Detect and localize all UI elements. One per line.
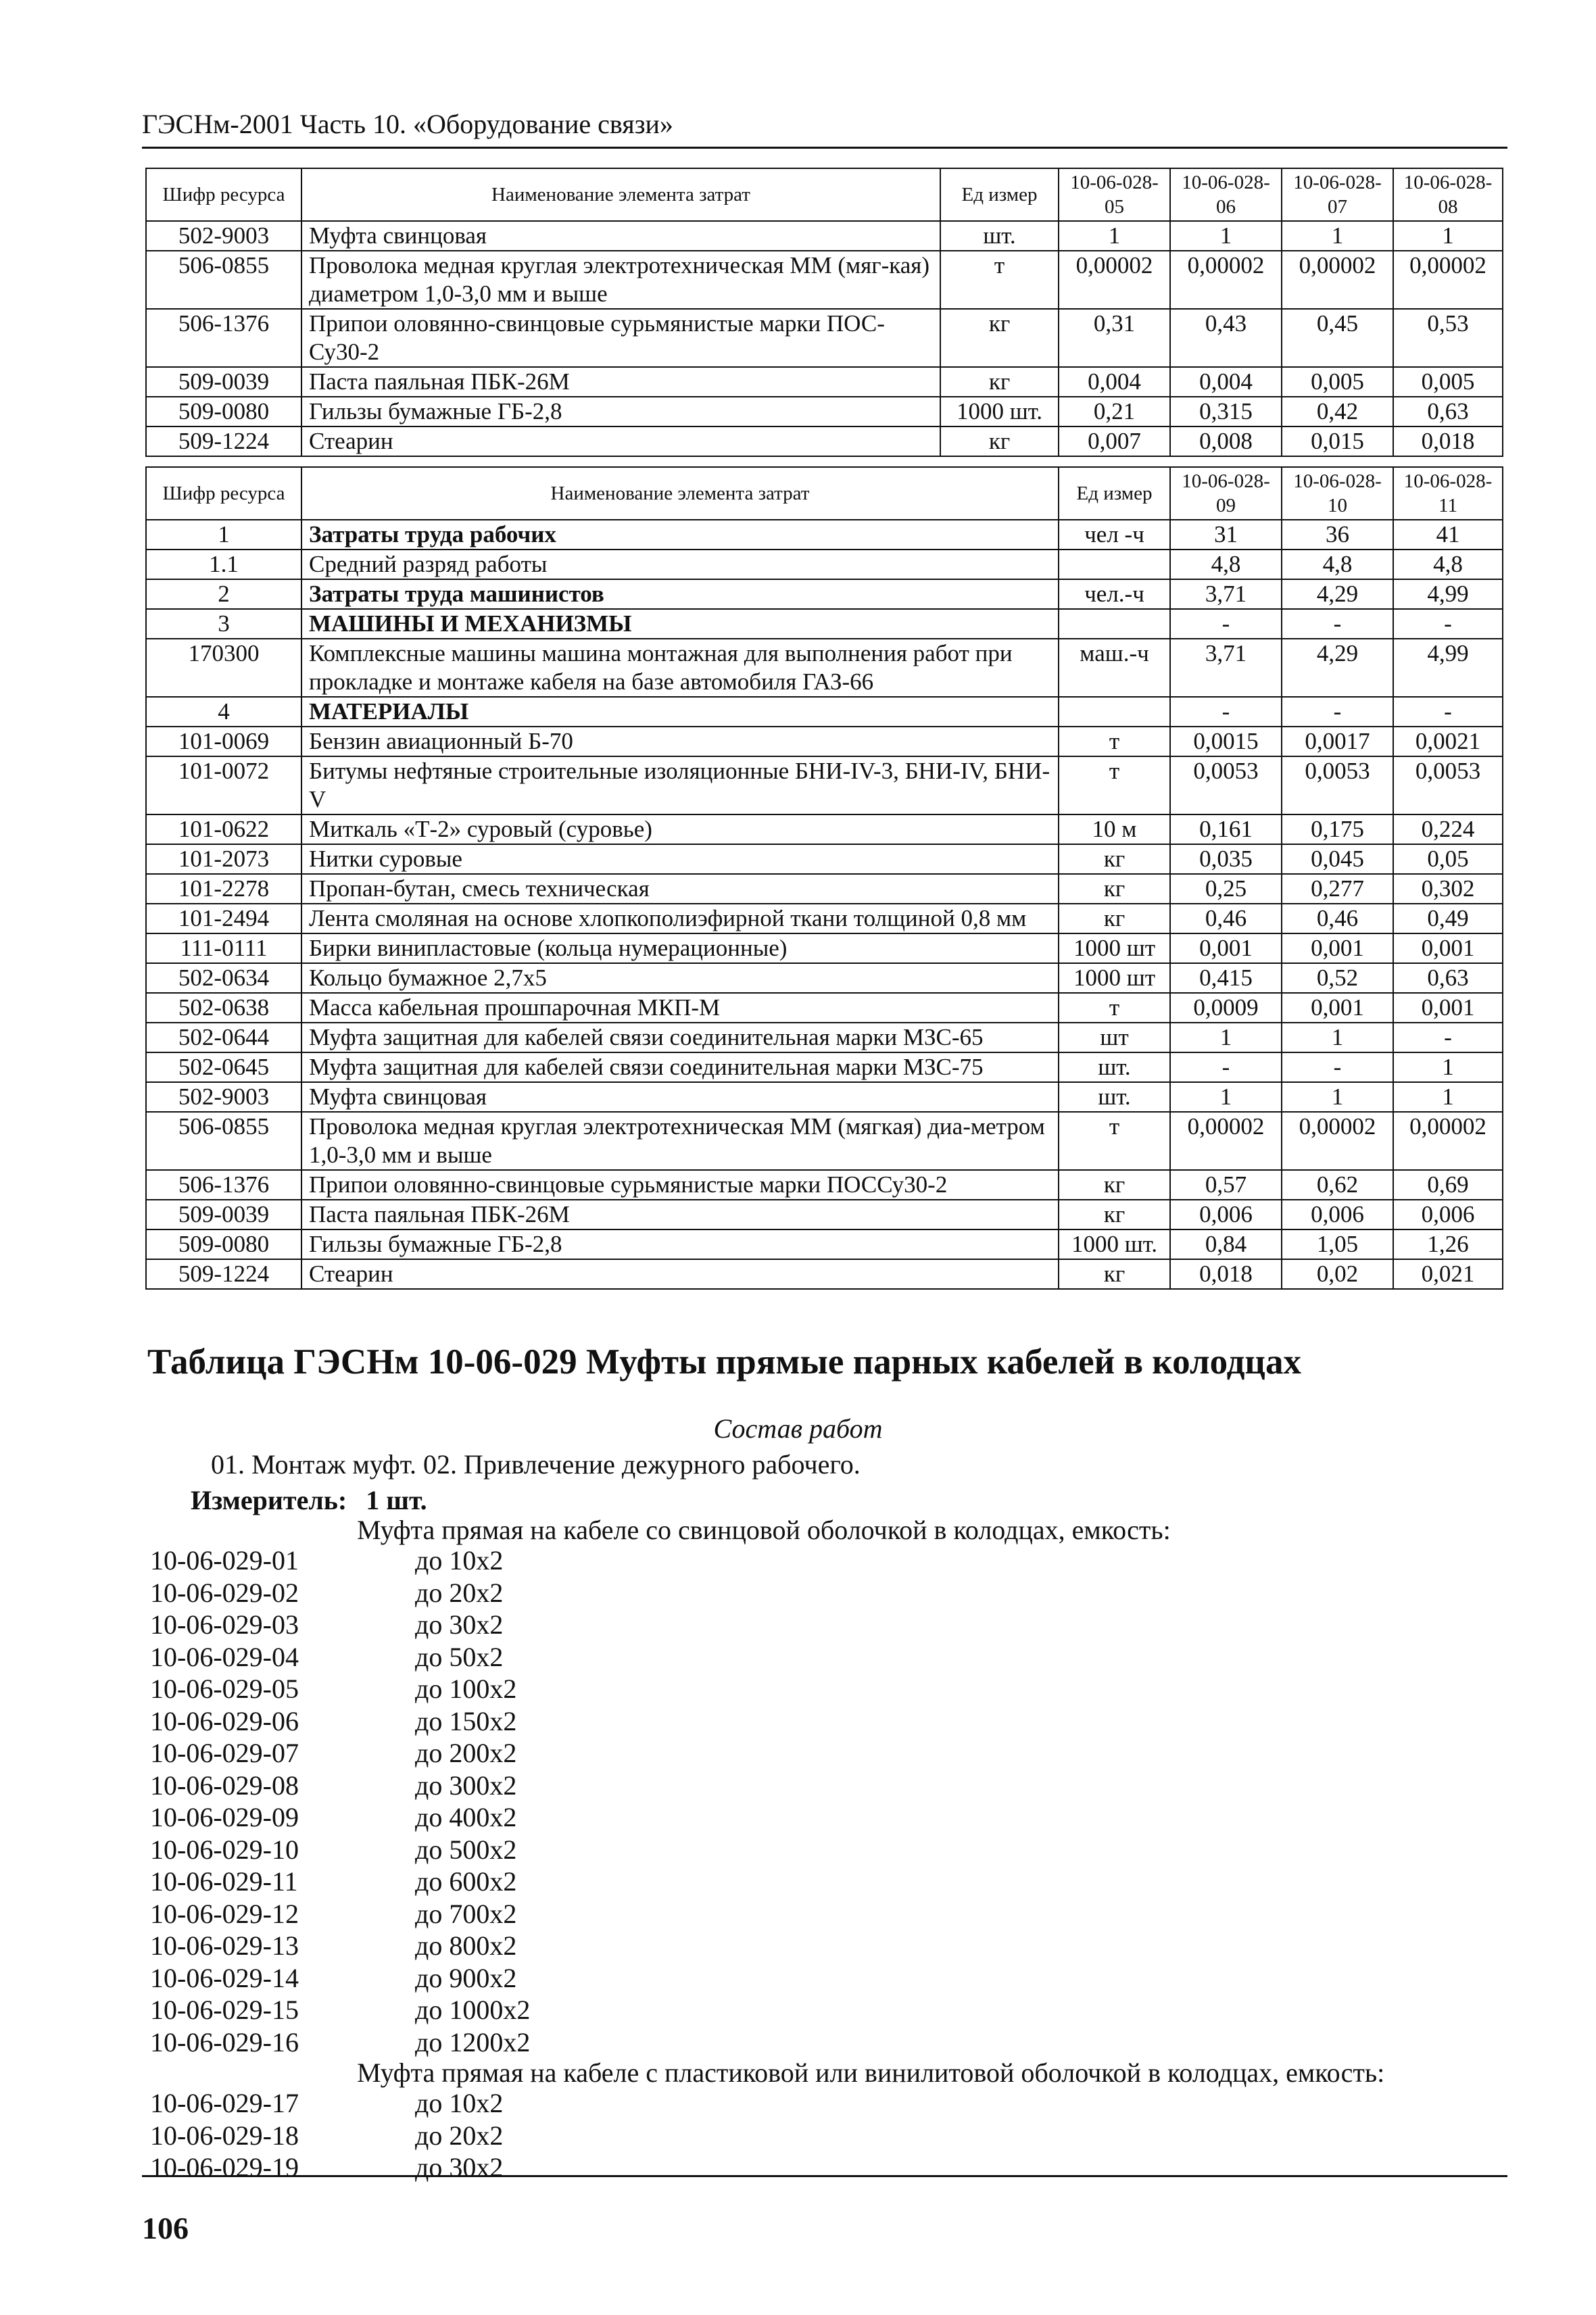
value-2-cell: 1,05 — [1282, 1229, 1393, 1259]
resource-code-cell: 101-2494 — [146, 904, 301, 933]
value-3-cell: 1 — [1393, 1052, 1503, 1082]
norm-code: 10-06-029-15 — [150, 1995, 299, 2025]
value-3-cell: 0,69 — [1393, 1170, 1503, 1200]
value-2-cell: 0,43 — [1170, 309, 1282, 367]
value-3-cell: - — [1393, 1023, 1503, 1052]
table-row — [146, 993, 1503, 1023]
value-2-cell: 0,001 — [1282, 993, 1393, 1023]
value-1-cell: 0,31 — [1059, 309, 1170, 367]
col-header-code: Шифр ресурса — [146, 467, 301, 520]
norm-capacity: до 600х2 — [415, 1866, 517, 1897]
value-2-cell: - — [1282, 1052, 1393, 1082]
value-4-cell: 0,00002 — [1393, 251, 1503, 309]
list-item — [150, 1737, 530, 1770]
resource-name-cell: Пропан-бутан, смесь техническая — [301, 874, 1059, 904]
col-header-unit: Ед измер — [1059, 467, 1170, 520]
composition-text: 01. Монтаж муфт. 02. Привлечение дежурного рабочего. — [211, 1449, 861, 1480]
resource-code-cell: 101-2073 — [146, 844, 301, 874]
value-4-cell: 1 — [1393, 221, 1503, 251]
group1-list — [150, 1544, 530, 2058]
resource-name-cell: Масса кабельная прошпарочная МКП-М — [301, 993, 1059, 1023]
list-item — [150, 1930, 530, 1962]
resource-code-cell: 111-0111 — [146, 933, 301, 963]
value-1-cell: - — [1170, 1052, 1282, 1082]
unit-cell — [1059, 550, 1170, 579]
group2-list — [150, 2087, 503, 2184]
norm-capacity: до 20х2 — [415, 2120, 504, 2151]
resource-name-cell: МАШИНЫ И МЕХАНИЗМЫ — [301, 609, 1059, 639]
unit-cell: 1000 шт. — [1059, 1229, 1170, 1259]
list-item — [150, 2151, 503, 2184]
resource-code-cell: 101-2278 — [146, 874, 301, 904]
unit-cell: кг — [1059, 1259, 1170, 1289]
resource-code-cell: 1 — [146, 520, 301, 550]
table-row — [146, 756, 1503, 814]
table-row — [146, 550, 1503, 579]
norm-code: 10-06-029-12 — [150, 1898, 299, 1929]
norm-capacity: до 1200х2 — [415, 2026, 531, 2057]
list-item — [150, 1962, 530, 1995]
col-header-028-06: 10-06-028-06 — [1170, 168, 1282, 221]
resource-code-cell: 506-1376 — [146, 309, 301, 367]
resource-code-cell: 502-0638 — [146, 993, 301, 1023]
unit-cell: маш.-ч — [1059, 639, 1170, 697]
value-2-cell: 0,62 — [1282, 1170, 1393, 1200]
resource-code-cell: 101-0069 — [146, 727, 301, 756]
resource-name-cell: Муфта защитная для кабелей связи соединительная марки МЗС-75 — [301, 1052, 1059, 1082]
table-row — [146, 904, 1503, 933]
resource-code-cell: 4 — [146, 697, 301, 727]
norm-capacity: до 800х2 — [415, 1930, 517, 1961]
value-1-cell: 0,035 — [1170, 844, 1282, 874]
table-row — [146, 579, 1503, 609]
norm-capacity: до 30х2 — [415, 2152, 504, 2183]
col-header-code: Шифр ресурса — [146, 168, 301, 221]
resource-code-cell: 506-0855 — [146, 1112, 301, 1170]
resource-code-cell: 2 — [146, 579, 301, 609]
norm-capacity: до 10х2 — [415, 2088, 504, 2118]
norm-capacity: до 700х2 — [415, 1898, 517, 1929]
col-header-name: Наименование элемента затрат — [301, 168, 940, 221]
resource-name-cell: Кольцо бумажное 2,7х5 — [301, 963, 1059, 993]
unit-cell: кг — [1059, 874, 1170, 904]
table-row — [146, 251, 1503, 309]
norm-code: 10-06-029-07 — [150, 1738, 299, 1768]
list-item — [150, 1673, 530, 1705]
resource-code-cell: 509-0039 — [146, 367, 301, 397]
value-3-cell: 0,05 — [1393, 844, 1503, 874]
value-3-cell: 0,00002 — [1393, 1112, 1503, 1170]
unit-cell: кг — [940, 309, 1059, 367]
resource-code-cell: 506-0855 — [146, 251, 301, 309]
table-row — [146, 427, 1503, 456]
value-1-cell: 0,001 — [1170, 933, 1282, 963]
value-3-cell: 0,006 — [1393, 1200, 1503, 1229]
unit-cell: кг — [940, 427, 1059, 456]
norm-code: 10-06-029-05 — [150, 1674, 299, 1704]
value-1-cell: 0,21 — [1059, 397, 1170, 427]
col-header-028-05: 10-06-028-05 — [1059, 168, 1170, 221]
resource-table-028-09-11 — [145, 466, 1503, 1290]
resource-code-cell: 170300 — [146, 639, 301, 697]
value-1-cell: 0,0009 — [1170, 993, 1282, 1023]
value-1-cell: 0,0015 — [1170, 727, 1282, 756]
value-2-cell: 0,0017 — [1282, 727, 1393, 756]
value-1-cell: 0,007 — [1059, 427, 1170, 456]
value-2-cell: - — [1282, 697, 1393, 727]
value-3-cell: 4,99 — [1393, 639, 1503, 697]
value-1-cell: 0,004 — [1059, 367, 1170, 397]
unit-cell: т — [1059, 993, 1170, 1023]
unit-cell: 1000 шт — [1059, 963, 1170, 993]
resource-name-cell: Гильзы бумажные ГБ-2,8 — [301, 1229, 1059, 1259]
value-2-cell: 0,004 — [1170, 367, 1282, 397]
value-1-cell: 0,57 — [1170, 1170, 1282, 1200]
resource-table-028-05-08 — [145, 168, 1503, 457]
value-2-cell: 4,29 — [1282, 579, 1393, 609]
value-2-cell: 0,00002 — [1282, 1112, 1393, 1170]
resource-code-cell: 502-0644 — [146, 1023, 301, 1052]
value-2-cell: 0,277 — [1282, 874, 1393, 904]
resource-name-cell: Муфта свинцовая — [301, 1082, 1059, 1112]
value-1-cell: 31 — [1170, 520, 1282, 550]
value-3-cell: 0,021 — [1393, 1259, 1503, 1289]
unit-cell: т — [1059, 727, 1170, 756]
value-2-cell: 1 — [1170, 221, 1282, 251]
unit-cell: чел.-ч — [1059, 579, 1170, 609]
resource-name-cell: Затраты труда машинистов — [301, 579, 1059, 609]
resource-name-cell: Затраты труда рабочих — [301, 520, 1059, 550]
resource-code-cell: 1.1 — [146, 550, 301, 579]
list-item — [150, 1834, 530, 1866]
resource-name-cell: Нитки суровые — [301, 844, 1059, 874]
resource-name-cell: Бензин авиационный Б-70 — [301, 727, 1059, 756]
value-4-cell: 0,005 — [1393, 367, 1503, 397]
table-row — [146, 609, 1503, 639]
resource-name-cell: Гильзы бумажные ГБ-2,8 — [301, 397, 940, 427]
resource-code-cell: 509-0080 — [146, 1229, 301, 1259]
resource-code-cell: 101-0072 — [146, 756, 301, 814]
value-1-cell: - — [1170, 609, 1282, 639]
resource-name-cell: Комплексные машины машина монтажная для выполнения работ при прокладке и монтаже кабеля на базе автомобиля ГАЗ-66 — [301, 639, 1059, 697]
norm-code: 10-06-029-19 — [150, 2152, 299, 2183]
value-3-cell: 0,00002 — [1282, 251, 1393, 309]
value-2-cell: - — [1282, 609, 1393, 639]
unit-cell: шт — [1059, 1023, 1170, 1052]
unit-cell: кг — [1059, 904, 1170, 933]
value-1-cell: - — [1170, 697, 1282, 727]
list-item — [150, 1866, 530, 1898]
table-row — [146, 367, 1503, 397]
norm-capacity: до 30х2 — [415, 1609, 504, 1640]
resource-code-cell: 502-9003 — [146, 1082, 301, 1112]
value-4-cell: 0,53 — [1393, 309, 1503, 367]
value-3-cell: 0,49 — [1393, 904, 1503, 933]
norm-code: 10-06-029-09 — [150, 1802, 299, 1832]
value-1-cell: 3,71 — [1170, 639, 1282, 697]
table-row — [146, 874, 1503, 904]
table-row — [146, 933, 1503, 963]
list-item — [150, 2087, 503, 2120]
table-row — [146, 697, 1503, 727]
norm-code: 10-06-029-02 — [150, 1577, 299, 1608]
table-row — [146, 1170, 1503, 1200]
unit-cell: 1000 шт. — [940, 397, 1059, 427]
norm-code: 10-06-029-08 — [150, 1770, 299, 1801]
value-2-cell: 0,045 — [1282, 844, 1393, 874]
list-item — [150, 1577, 530, 1609]
resource-code-cell: 3 — [146, 609, 301, 639]
value-1-cell: 0,006 — [1170, 1200, 1282, 1229]
resource-code-cell: 509-0039 — [146, 1200, 301, 1229]
list-item — [150, 1609, 530, 1641]
value-1-cell: 1 — [1059, 221, 1170, 251]
meter-line — [191, 1484, 427, 1516]
resource-name-cell: Муфта свинцовая — [301, 221, 940, 251]
unit-cell: т — [1059, 1112, 1170, 1170]
table-row — [146, 639, 1503, 697]
value-1-cell: 3,71 — [1170, 579, 1282, 609]
value-3-cell: 41 — [1393, 520, 1503, 550]
value-2-cell: 0,008 — [1170, 427, 1282, 456]
value-1-cell: 0,161 — [1170, 814, 1282, 844]
list-item — [150, 1801, 530, 1834]
unit-cell — [1059, 609, 1170, 639]
resource-name-cell: Проволока медная круглая электротехническая ММ (мяг-кая) диаметром 1,0-3,0 мм и выше — [301, 251, 940, 309]
value-3-cell: 4,99 — [1393, 579, 1503, 609]
table-row — [146, 1082, 1503, 1112]
table-row — [146, 1052, 1503, 1082]
meter-label: Измеритель: — [191, 1485, 347, 1515]
norm-code: 10-06-029-18 — [150, 2120, 299, 2151]
resource-name-cell: Лента смоляная на основе хлопкополиэфирной ткани толщиной 0,8 мм — [301, 904, 1059, 933]
resource-code-cell: 502-0634 — [146, 963, 301, 993]
value-3-cell: 0,0021 — [1393, 727, 1503, 756]
value-2-cell: 0,46 — [1282, 904, 1393, 933]
norm-capacity: до 150х2 — [415, 1705, 517, 1736]
unit-cell: 10 м — [1059, 814, 1170, 844]
col-header-028-08: 10-06-028-08 — [1393, 168, 1503, 221]
value-1-cell: 1 — [1170, 1082, 1282, 1112]
unit-cell: 1000 шт — [1059, 933, 1170, 963]
resource-name-cell: Припои оловянно-свинцовые сурьмянистые марки ПОС-Су30-2 — [301, 309, 940, 367]
resource-name-cell: Стеарин — [301, 1259, 1059, 1289]
unit-cell: кг — [1059, 1200, 1170, 1229]
norm-code: 10-06-029-03 — [150, 1609, 299, 1640]
value-3-cell: 0,42 — [1282, 397, 1393, 427]
value-1-cell: 0,46 — [1170, 904, 1282, 933]
col-header-028-10: 10-06-028-10 — [1282, 467, 1393, 520]
list-item — [150, 1641, 530, 1674]
resource-code-cell: 506-1376 — [146, 1170, 301, 1200]
resource-code-cell: 509-1224 — [146, 1259, 301, 1289]
value-3-cell: 0,015 — [1282, 427, 1393, 456]
unit-cell: т — [1059, 756, 1170, 814]
col-header-name: Наименование элемента затрат — [301, 467, 1059, 520]
resource-name-cell: Средний разряд работы — [301, 550, 1059, 579]
value-3-cell: 1,26 — [1393, 1229, 1503, 1259]
value-1-cell: 0,0053 — [1170, 756, 1282, 814]
value-2-cell: 0,006 — [1282, 1200, 1393, 1229]
group2-heading: Муфта прямая на кабеле с пластиковой или винилитовой оболочкой в колодцах, емкость: — [357, 2057, 1385, 2088]
value-3-cell: 0,005 — [1282, 367, 1393, 397]
value-2-cell: 4,29 — [1282, 639, 1393, 697]
table-row — [146, 1259, 1503, 1289]
unit-cell: кг — [940, 367, 1059, 397]
value-2-cell: 0,175 — [1282, 814, 1393, 844]
norm-capacity: до 300х2 — [415, 1770, 517, 1801]
value-2-cell: 0,315 — [1170, 397, 1282, 427]
value-1-cell: 0,00002 — [1059, 251, 1170, 309]
value-4-cell: 0,63 — [1393, 397, 1503, 427]
list-item — [150, 2026, 530, 2059]
value-3-cell: - — [1393, 609, 1503, 639]
norm-code: 10-06-029-11 — [150, 1866, 298, 1897]
norm-capacity: до 10х2 — [415, 1545, 504, 1576]
value-2-cell: 0,52 — [1282, 963, 1393, 993]
page-number: 106 — [142, 2211, 189, 2245]
list-item — [150, 1705, 530, 1738]
resource-code-cell: 509-1224 — [146, 427, 301, 456]
table-row — [146, 221, 1503, 251]
norm-capacity: до 200х2 — [415, 1738, 517, 1768]
unit-cell: кг — [1059, 844, 1170, 874]
value-3-cell: 4,8 — [1393, 550, 1503, 579]
value-1-cell: 0,25 — [1170, 874, 1282, 904]
unit-cell: кг — [1059, 1170, 1170, 1200]
norm-code: 10-06-029-10 — [150, 1834, 299, 1865]
unit-cell: шт. — [1059, 1082, 1170, 1112]
unit-cell: шт. — [1059, 1052, 1170, 1082]
value-3-cell: 1 — [1393, 1082, 1503, 1112]
norm-capacity: до 100х2 — [415, 1674, 517, 1704]
value-3-cell: - — [1393, 697, 1503, 727]
value-2-cell: 1 — [1282, 1023, 1393, 1052]
value-2-cell: 1 — [1282, 1082, 1393, 1112]
norm-capacity: до 20х2 — [415, 1577, 504, 1608]
value-3-cell: 0,63 — [1393, 963, 1503, 993]
resource-code-cell: 509-0080 — [146, 397, 301, 427]
table-row — [146, 1112, 1503, 1170]
value-3-cell: 0,224 — [1393, 814, 1503, 844]
value-2-cell: 4,8 — [1282, 550, 1393, 579]
table-row — [146, 397, 1503, 427]
norm-capacity: до 500х2 — [415, 1834, 517, 1865]
unit-cell: чел -ч — [1059, 520, 1170, 550]
resource-name-cell: Паста паяльная ПБК-26М — [301, 367, 940, 397]
table-row — [146, 1023, 1503, 1052]
value-3-cell: 0,001 — [1393, 933, 1503, 963]
unit-cell: шт. — [940, 221, 1059, 251]
table-row — [146, 309, 1503, 367]
bottom-rule — [142, 2175, 1507, 2177]
resource-code-cell: 502-9003 — [146, 221, 301, 251]
norm-capacity: до 1000х2 — [415, 1995, 531, 2025]
col-header-028-09: 10-06-028-09 — [1170, 467, 1282, 520]
list-item — [150, 1994, 530, 2026]
norm-code: 10-06-029-14 — [150, 1962, 299, 1993]
value-1-cell: 1 — [1170, 1023, 1282, 1052]
col-header-028-11: 10-06-028-11 — [1393, 467, 1503, 520]
resource-name-cell: Миткаль «Т-2» суровый (суровье) — [301, 814, 1059, 844]
value-2-cell: 0,02 — [1282, 1259, 1393, 1289]
value-1-cell: 0,84 — [1170, 1229, 1282, 1259]
resource-name-cell: Битумы нефтяные строительные изоляционные БНИ-IV-3, БНИ-IV, БНИ-V — [301, 756, 1059, 814]
resource-name-cell: Паста паяльная ПБК-26М — [301, 1200, 1059, 1229]
list-item — [150, 1898, 530, 1930]
unit-cell — [1059, 697, 1170, 727]
value-1-cell: 0,415 — [1170, 963, 1282, 993]
value-2-cell: 0,0053 — [1282, 756, 1393, 814]
resource-name-cell: Стеарин — [301, 427, 940, 456]
resource-name-cell: Бирки винипластовые (кольца нумерационные) — [301, 933, 1059, 963]
col-header-028-07: 10-06-028-07 — [1282, 168, 1393, 221]
table-row — [146, 844, 1503, 874]
running-header: ГЭСНм-2001 Часть 10. «Оборудование связи» — [142, 108, 1507, 149]
norm-code: 10-06-029-17 — [150, 2088, 299, 2118]
value-3-cell: 0,302 — [1393, 874, 1503, 904]
value-2-cell: 0,00002 — [1170, 251, 1282, 309]
norm-code: 10-06-029-06 — [150, 1705, 299, 1736]
list-item — [150, 1544, 530, 1577]
resource-name-cell: Припои оловянно-свинцовые сурьмянистые марки ПОССу30-2 — [301, 1170, 1059, 1200]
value-3-cell: 1 — [1282, 221, 1393, 251]
value-4-cell: 0,018 — [1393, 427, 1503, 456]
resource-name-cell: МАТЕРИАЛЫ — [301, 697, 1059, 727]
value-3-cell: 0,45 — [1282, 309, 1393, 367]
norm-capacity: до 400х2 — [415, 1802, 517, 1832]
unit-cell: т — [940, 251, 1059, 309]
value-2-cell: 36 — [1282, 520, 1393, 550]
norm-code: 10-06-029-16 — [150, 2026, 299, 2057]
value-3-cell: 0,0053 — [1393, 756, 1503, 814]
value-1-cell: 4,8 — [1170, 550, 1282, 579]
list-item — [150, 1770, 530, 1802]
list-item — [150, 2120, 503, 2152]
table-row — [146, 1229, 1503, 1259]
composition-heading: Состав работ — [713, 1413, 883, 1444]
value-3-cell: 0,001 — [1393, 993, 1503, 1023]
resource-name-cell: Муфта защитная для кабелей связи соединительная марки МЗС-65 — [301, 1023, 1059, 1052]
norm-code: 10-06-029-13 — [150, 1930, 299, 1961]
table-row — [146, 963, 1503, 993]
meter-value: 1 шт. — [366, 1485, 427, 1515]
norm-capacity: до 900х2 — [415, 1962, 517, 1993]
resource-code-cell: 101-0622 — [146, 814, 301, 844]
norm-code: 10-06-029-04 — [150, 1641, 299, 1672]
value-2-cell: 0,001 — [1282, 933, 1393, 963]
norm-code: 10-06-029-01 — [150, 1545, 299, 1576]
resource-code-cell: 502-0645 — [146, 1052, 301, 1082]
value-1-cell: 0,00002 — [1170, 1112, 1282, 1170]
resource-name-cell: Проволока медная круглая электротехническая ММ (мягкая) диа-метром 1,0-3,0 мм и выше — [301, 1112, 1059, 1170]
section-title: Таблица ГЭСНм 10-06-029 Муфты прямые парных кабелей в колодцах — [147, 1342, 1301, 1382]
value-1-cell: 0,018 — [1170, 1259, 1282, 1289]
table-row — [146, 727, 1503, 756]
norm-capacity: до 50х2 — [415, 1641, 504, 1672]
col-header-unit: Ед измер — [940, 168, 1059, 221]
table-row — [146, 1200, 1503, 1229]
table-row — [146, 814, 1503, 844]
table-row — [146, 520, 1503, 550]
group1-heading: Муфта прямая на кабеле со свинцовой оболочкой в колодцах, емкость: — [357, 1515, 1171, 1545]
